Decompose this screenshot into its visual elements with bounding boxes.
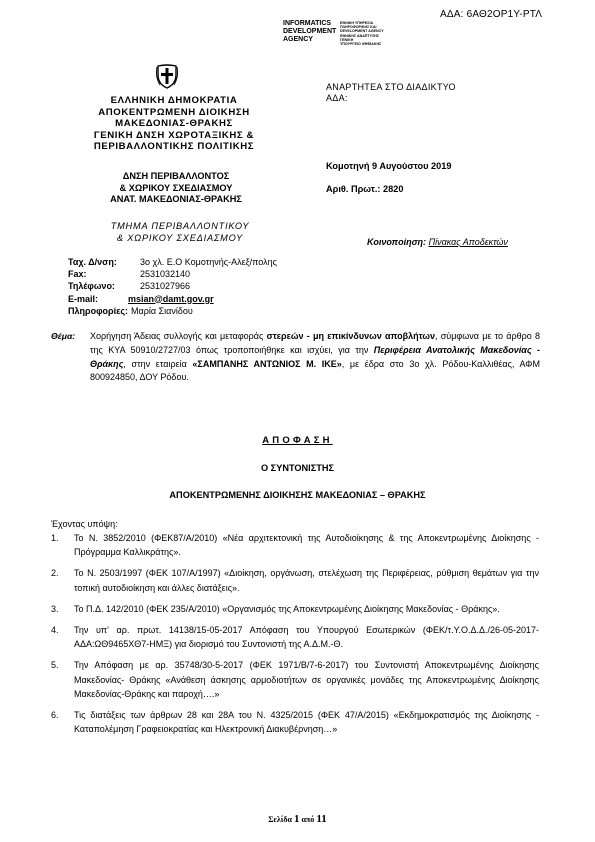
list-item: 4. Την υπ' αρ. πρωτ. 14138/15-05-2017 Απόφαση του Υπουργού Εσωτερικών (ΦΕΚ/τ.Υ.Ο.Δ.Δ./26-05-2017-ΑΔΑ:ΩΘ9465ΧΘ7-ΗΜΞ) για διορισμό του Συντονιστή της Α.Δ.Μ.-Θ.	[51, 625, 539, 650]
decision-title: ΑΠΟΦΑΣΗ	[262, 435, 333, 446]
fax-value: 2531032140	[140, 269, 191, 280]
current-page: 1	[293, 813, 300, 825]
list-item: 1. Το Ν. 3852/2010 (ΦΕΚ87/Α/2010) «Νέα αρχιτεκτονική της Αυτοδιοίκησης & της Αποκεντρωμένης Διοίκησης - Πρόγραμμα Καλλικράτης».	[51, 533, 539, 558]
notification-line	[367, 237, 508, 247]
notification-label: Κοινοποίηση:	[367, 237, 427, 247]
considering-label: Έχοντας υπόψη:	[51, 519, 118, 529]
address-value: 3ο χλ. Ε.Ο Κομοτηνής-Αλεξ/πολης	[140, 257, 277, 267]
document-date: Κομοτηνή 9 Αυγούστου 2019	[326, 161, 452, 171]
subject-text: Χορήγηση Άδειας συλλογής και μεταφοράς στερεών - μη επικίνδυνων αποβλήτων, σύμφωνα με το άρθρο 8 της ΚΥΑ 50910/2727/03 όπως τροποποιήθηκε και ισχύει, για την Περιφέρεια Ανατολικής Μακεδονίας - Θράκης, στην εταιρεία «ΣΑΜΠΑΝΗΣ ΑΝΤΩΝΙΟΣ Μ. ΙΚΕ», με έδρα στο 3ο χλ. Ρόδου-Καλλιθέας, ΑΦΜ 800924850, ΔΟΥ Ρόδου.	[90, 331, 541, 383]
department-block: ΔΝΣΗ ΠΕΡΙΒΑΛΛΟΝΤΟΣ & ΧΩΡΙΚΟΥ ΣΧΕΔΙΑΣΜΟΥ ΑΝΑΤ. ΜΑΚΕΔΟΝΙΑΣ-ΘΡΑΚΗΣ	[110, 171, 242, 204]
recipients-link[interactable]: Πίνακας Αποδεκτών	[428, 237, 508, 247]
list-item: 6. Τις διατάξεις των άρθρων 28 και 28Α του Ν. 4325/2015 (ΦΕΚ 47/Α/2015) «Εκδημοκρατισμός της Διοίκησης - Καταπολέμηση Γραφειοκρατίας και Ηλεκτρονική Διακυβέρνηση…»	[51, 710, 539, 735]
ada-code: ΑΔΑ: 6ΑΘ2ΟΡ1Υ-ΡΤΛ	[440, 9, 543, 20]
coordinator-heading: Ο ΣΥΝΤΟΝΙΣΤΗΣ	[260, 463, 335, 473]
protocol-number: Αριθ. Πρωτ.: 2820	[326, 184, 404, 194]
issuer-block: ΕΛΛΗΝΙΚΗ ΔΗΜΟΚΡΑΤΙΑ ΑΠΟΚΕΝΤΡΩΜΕΝΗ ΔΙΟΙΚΗΣΗ ΜΑΚΕΔΟΝΙΑΣ-ΘΡΑΚΗΣ ΓΕΝΙΚΗ ΔΝΣΗ ΧΩΡΟΤΑΞΙΚΗΣ & ΠΕΡΙΒΑΛΛΟΝΤΙΚΗΣ ΠΟΛΙΤΙΚΗΣ	[93, 95, 255, 152]
email-link[interactable]: msian@damt.gov.gr	[128, 293, 214, 304]
upload-notice: ΑΝΑΡΤΗΤΕΑ ΣΤΟ ΔΙΑΔΙΚΤΥΟ ΑΔΑ:	[326, 82, 456, 103]
address-label: Ταχ. Δ/νση:	[68, 257, 117, 267]
phone-value: 2531027966	[140, 281, 191, 292]
informatics-logo-text: INFORMATICS DEVELOPMENT AGENCY	[283, 20, 337, 43]
section-block: ΤΜΗΜΑ ΠΕΡΙΒΑΛΛΟΝΤΙΚΟΥ & ΧΩΡΙΚΟΥ ΣΧΕΔΙΑΣΜΟΥ	[110, 221, 250, 243]
list-item: 5. Την Απόφαση με αρ. 35748/30-5-2017 (ΦΕΚ 1971/Β/7-6-2017) του Συντονιστή Αποκεντρωμένης Διοίκησης Μακεδονίας- Θράκης «Ανάθεση άσκησης αρμοδιοτήτων σε οργανικές μονάδες της Αποκεντρωμένης Διοίκησης Μακεδονίας-Θράκης και παροχή….»	[51, 660, 539, 699]
list-item: 3. Το Π.Δ. 142/2010 (ΦΕΚ 235/Α/2010) «Οργανισμός της Αποκεντρωμένης Διοίκησης Μακεδονίας - Θράκης».	[51, 603, 500, 614]
organization-heading: ΑΠΟΚΕΝΤΡΩΜΕΝΗΣ ΔΙΟΙΚΗΣΗΣ ΜΑΚΕΔΟΝΙΑΣ – ΘΡΑΚΗΣ	[169, 490, 426, 500]
phone-label: Τηλέφωνο:	[68, 281, 115, 292]
email-label: E-mail:	[68, 293, 99, 304]
informatics-small-text: ΕΘΝΙΚΗ ΥΠΗΡΕΣΙΑ ΠΛΗΡΟΦΟΡΙΚΗΣ ΚΑΙ DEVELOPMENT AGENCY ΕΘΝΙΚΗΣ ΑΝΑΠΤΥΞΗΣ ΓΕΝΙΚΗ ΥΠΟΥΡΓΕΙΟ ΨΗΦΙΑΚΗΣ	[340, 21, 384, 47]
contact-block	[68, 256, 277, 317]
greek-emblem-icon	[156, 63, 178, 89]
fax-label: Fax:	[68, 269, 87, 280]
list-item: 2. Το Ν. 2503/1997 (ΦΕΚ 107/Α/1997) «Διοίκηση, οργάνωση, στελέχωση της Περιφέρειας, ρύθμιση θεμάτων για την τοπική αυτοδιοίκηση και άλλες διατάξεις».	[51, 568, 539, 593]
considerations-list	[51, 531, 539, 743]
info-label: Πληροφορίες:	[68, 305, 129, 316]
total-pages: 11	[316, 813, 327, 825]
info-value: Μαρία Σιανίδου	[131, 305, 193, 316]
page-footer: Σελίδα 1 από 11	[268, 813, 327, 825]
subject-label: Θέμα:	[51, 331, 76, 341]
